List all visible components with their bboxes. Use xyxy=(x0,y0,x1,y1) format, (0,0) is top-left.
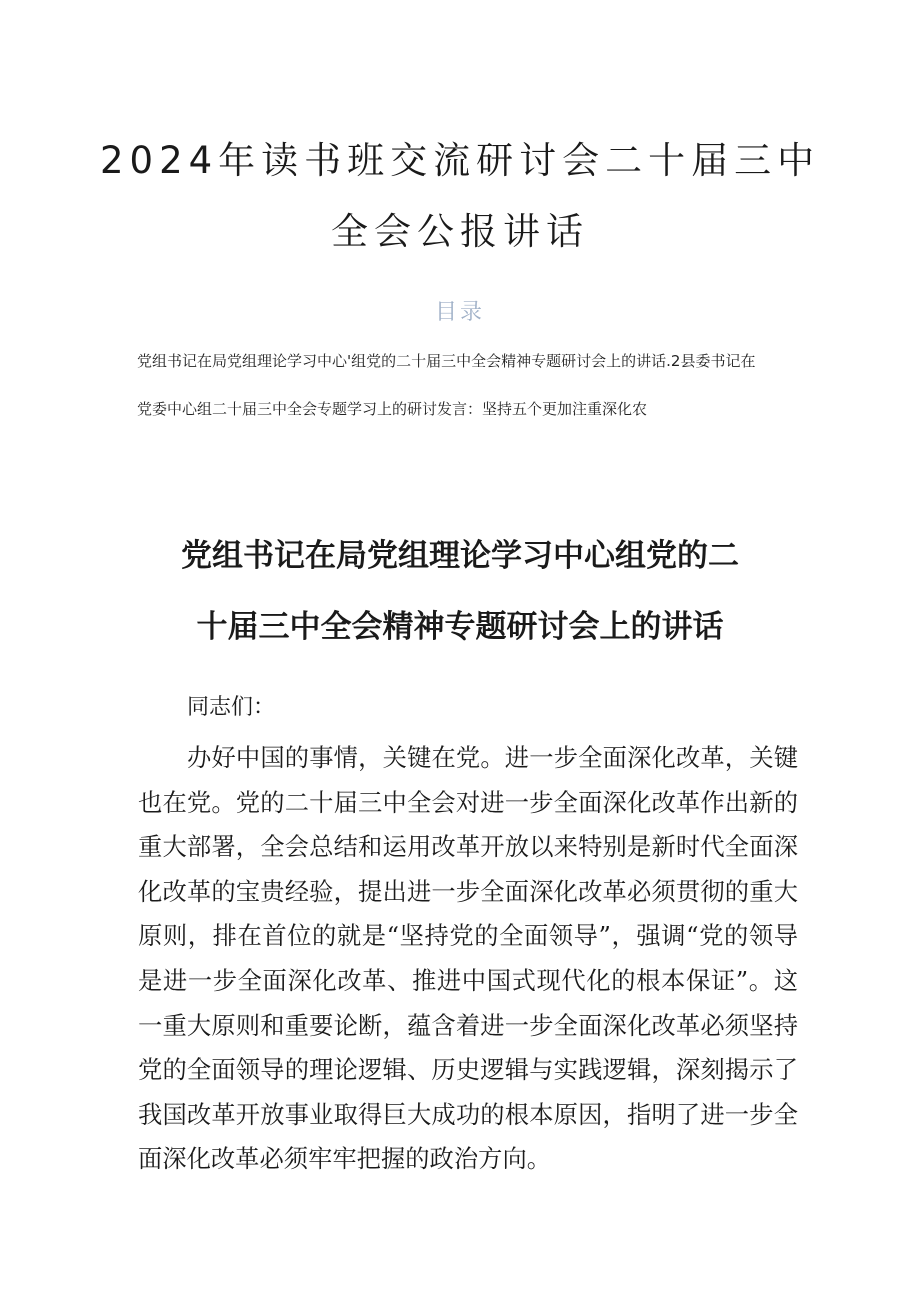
document-title-line-2: 全会公报讲话 xyxy=(331,210,589,253)
section-title-line-2: 十届三中全会精神专题研讨会上的讲话 xyxy=(196,609,724,645)
toc-heading: 目录 xyxy=(434,300,485,325)
toc-entry-1[interactable]: 党组书记在局党组理论学习中心'组党的二十届三中全会精神专题研讨会上的讲话.2县委书记在 xyxy=(137,352,756,370)
document-title-line-1: 2024年读书班交流研讨会二十届三中 xyxy=(100,139,821,182)
toc-entry-2[interactable]: 党委中心组二十届三中全会专题学习上的研讨发言：坚持五个更加注重深化农 xyxy=(137,400,648,418)
body-paragraph: 办好中国的事情，关键在党。进一步全面深化改革，关键也在党。党的二十届三中全会对进一步全面深化改革作出新的重大部署，全会总结和运用改革开放以来特别是新时代全面深化改革的宝贵经验，提出进一步全面深化改革必须贯彻的重大原则，排在首位的就是“坚持党的全面领导”，强调“党的领导是进一步全面深化改革、推进中国式现代化的根本保证”。这一重大原则和重要论断，蕴含着进一步全面深化改革必须坚持党的全面领导的理论逻辑、历史逻辑与实践逻辑，深刻揭示了我国改革开放事业取得巨大成功的根本原因，指明了进一步全面深化改革必须牢牢把握的政治方向。 xyxy=(138,743,798,1174)
section-title-line-1: 党组书记在局党组理论学习中心组党的二 xyxy=(181,538,739,574)
greeting: 同志们： xyxy=(187,695,276,720)
